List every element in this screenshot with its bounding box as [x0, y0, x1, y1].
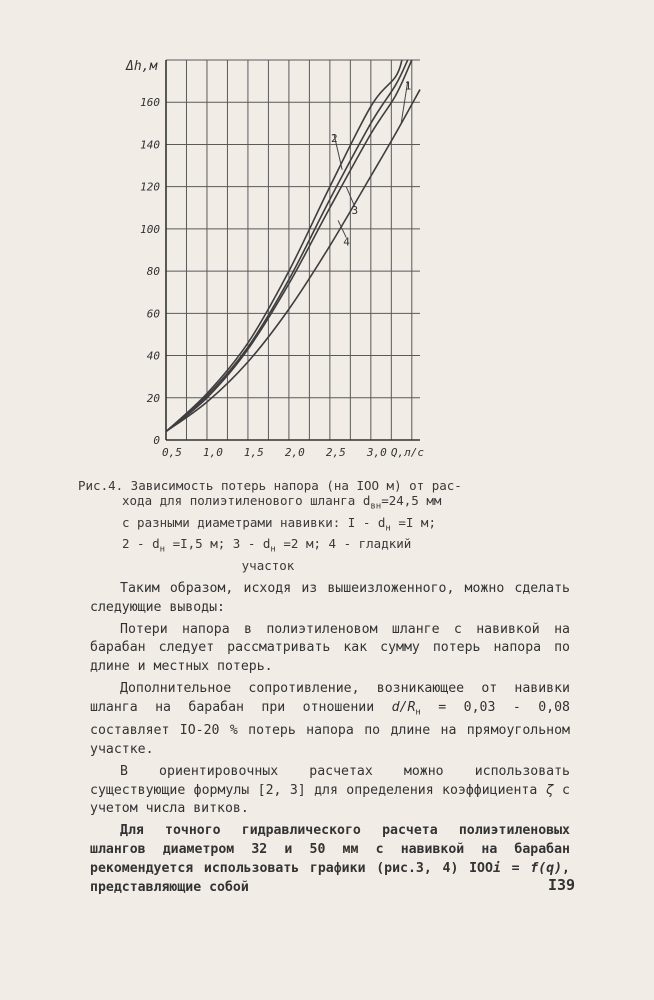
- x-tick-label: 1,0: [202, 446, 223, 459]
- x-axis-label: Q,л/с: [390, 446, 424, 459]
- y-tick-label: 80: [146, 265, 160, 279]
- x-tick-label: 2,5: [325, 446, 346, 459]
- head-loss-chart: [120, 48, 440, 468]
- y-tick-label: 0: [153, 434, 160, 447]
- chart-curves: [166, 60, 420, 432]
- y-tick-label: 100: [140, 222, 160, 236]
- y-tick-label: 20: [146, 391, 160, 405]
- curve-3-label: 3: [351, 203, 359, 217]
- caption-line-1: Рис.4. Зависимость потерь напора (на IOO м) от рас-: [78, 478, 462, 493]
- x-tick-label: 3,0: [366, 446, 387, 459]
- paragraph-2: Потери напора в полиэтиленовом шланге с навивкой на барабан следует рассматривать как сумму потерь напора по длине и местных потерь.: [90, 621, 570, 675]
- caption-line-3: с разными диаметрами навивки: $I - d_н =I$ м;: [122, 514, 436, 533]
- paragraph-4: В ориентировочных расчетах можно использовать существующие формулы [2, 3] для определения коэффициента ζ с учетом числа витков.: [90, 763, 570, 817]
- paragraph-3: Дополнительное сопротивление, возникающее от навивки шланга на барабан при отношении $d/R_н = 0,03 - 0,08$ составляет IO-20 % потерь напора по длине на прямоугольном участке.: [90, 680, 570, 758]
- y-tick-label: 160: [140, 96, 160, 110]
- y-tick-label: 60: [146, 307, 160, 321]
- x-tick-label: 1,5: [243, 446, 264, 459]
- caption-line-5: участок: [241, 557, 295, 573]
- curve-2-label: 2: [330, 132, 338, 146]
- page-number: I39: [548, 876, 576, 894]
- paragraph-1: Таким образом, исходя из вышеизложенного, можно сделать следующие выводы:: [90, 581, 570, 615]
- curve-4-label: 4: [343, 235, 350, 249]
- y-tick-label: 140: [140, 138, 160, 152]
- figure-caption: [78, 478, 528, 573]
- caption-line-4: $2 - d_н =I,5$ м; $3 - d_н =2$ м; 4 - гладкий: [122, 536, 412, 555]
- y-tick-label: 40: [146, 349, 160, 363]
- caption-line-2: хода для полиэтиленового шланга $d_{вн}=24,5$ мм: [122, 493, 442, 512]
- x-tick-label: 0,5: [162, 446, 182, 459]
- paragraph-5: Для точного гидравлического расчета полиэтиленовых шлангов диаметром 32 и 50 мм с навивкой на барабан рекомендуется использовать графики (рис.3, 4) IOOi = f(q), представляющие собой: [90, 823, 570, 895]
- y-axis-label: Δh,м: [126, 59, 158, 74]
- curve-1: [166, 60, 402, 432]
- curve-4: [166, 90, 420, 432]
- x-tick-label: 2,0: [284, 446, 305, 459]
- curve-2: [166, 60, 408, 432]
- curve-1-label: 1: [404, 79, 412, 93]
- body-text: [90, 580, 570, 900]
- y-tick-label: 120: [140, 180, 160, 194]
